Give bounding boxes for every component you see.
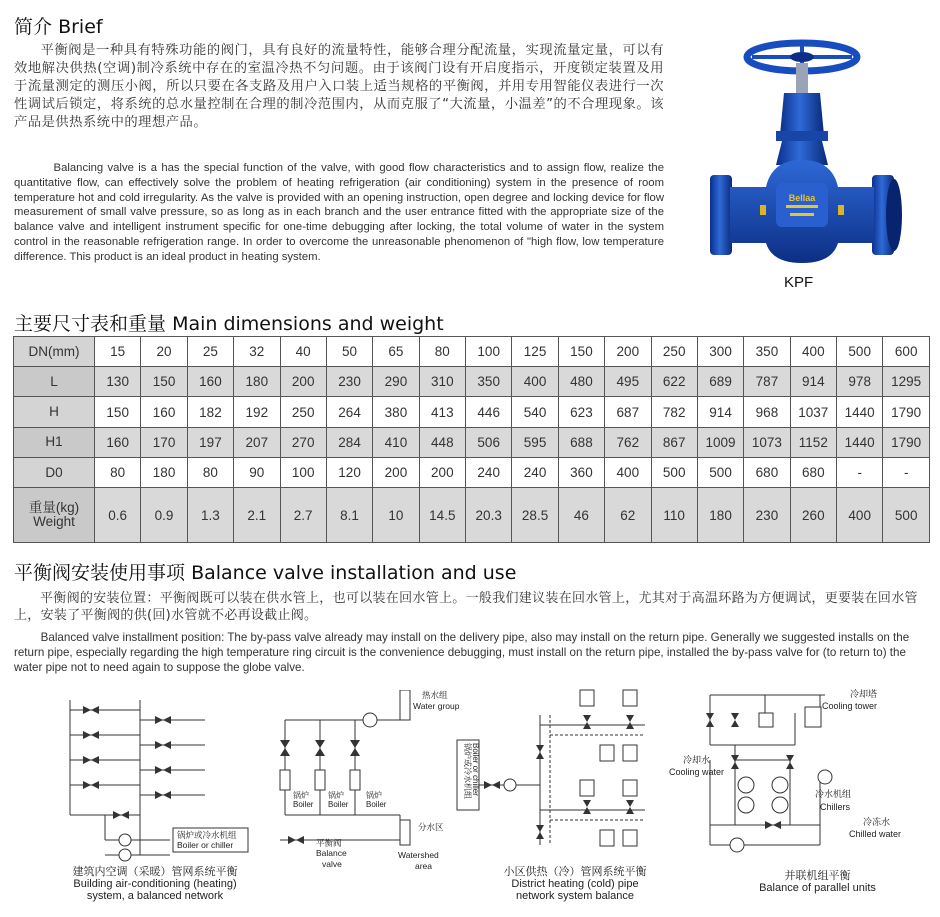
table-cell: 787 (744, 367, 790, 397)
table-cell: 680 (744, 457, 790, 487)
table-row-weight (14, 488, 930, 543)
table-cell: 10 (373, 488, 419, 543)
table-cell: 413 (419, 397, 465, 427)
table-cell: 0.6 (95, 488, 141, 543)
row-label: L (14, 367, 95, 397)
table-cell: 250 (280, 397, 326, 427)
d4-tower-cn: 冷却塔 (850, 689, 878, 699)
table-cell: 310 (419, 367, 465, 397)
table-cell: 360 (558, 457, 604, 487)
table-cell: 1295 (883, 367, 930, 397)
diagram3-caption (480, 866, 670, 902)
d3-caption-en2: network system balance (516, 890, 634, 902)
diagram1-caption (30, 866, 280, 902)
table-cell: 400 (512, 367, 558, 397)
table-row-h1 (14, 427, 930, 457)
table-cell: 914 (790, 367, 836, 397)
table-cell: 264 (326, 397, 372, 427)
d2-balance-cn: 平衡阀 (316, 838, 342, 848)
row-label: DN(mm) (14, 337, 95, 367)
product-code: KPF (784, 274, 814, 291)
table-cell: 290 (373, 367, 419, 397)
d4-tower-en: Cooling tower (822, 701, 878, 711)
table-cell: 270 (280, 427, 326, 457)
d2-area-cn: 分水区 (418, 822, 444, 832)
table-cell: 25 (187, 337, 233, 367)
table-cell: 14.5 (419, 488, 465, 543)
table-cell: 500 (883, 488, 930, 543)
table-cell: 62 (605, 488, 651, 543)
d2-balance-en2: valve (322, 859, 342, 869)
table-cell: 867 (651, 427, 697, 457)
table-cell: 400 (837, 488, 883, 543)
diagram-district-network (455, 685, 665, 860)
table-cell: 480 (558, 367, 604, 397)
valve-plate-text: Bellaa (788, 193, 816, 203)
d1-boiler-label-en: Boiler or chiller (177, 840, 234, 850)
table-cell: 595 (512, 427, 558, 457)
table-cell: 500 (651, 457, 697, 487)
dimensions-title-cn: 主要尺寸表和重量 (14, 313, 167, 335)
table-cell: 160 (141, 397, 187, 427)
table-cell: 170 (141, 427, 187, 457)
d1-caption-cn: 建筑内空调（采暖）管网系统平衡 (72, 866, 238, 878)
weight-label-cn: 重量(kg) (28, 500, 80, 516)
d4-cooling-cn: 冷却水 (683, 755, 711, 765)
table-cell: 446 (466, 397, 512, 427)
table-cell: 180 (141, 457, 187, 487)
dimensions-table (13, 336, 930, 543)
table-cell: 978 (837, 367, 883, 397)
d2-boiler-en-3: Boiler (366, 800, 387, 809)
table-cell: 1037 (790, 397, 836, 427)
table-cell: 100 (280, 457, 326, 487)
d2-boiler-cn-3: 锅炉 (366, 791, 382, 800)
diagram4-caption (730, 870, 905, 894)
d2-boiler-en-1: Boiler (293, 800, 314, 809)
dimensions-title-en: Main dimensions and weight (172, 313, 444, 335)
table-cell: 65 (373, 337, 419, 367)
d4-chilled-cn: 冷冻水 (863, 817, 891, 827)
table-cell: 968 (744, 397, 790, 427)
table-cell: 20 (141, 337, 187, 367)
table-cell: 90 (234, 457, 280, 487)
table-cell: 50 (326, 337, 372, 367)
installation-heading (14, 558, 516, 585)
diagram-building-network (45, 690, 260, 862)
table-cell: 80 (419, 337, 465, 367)
table-cell: 260 (790, 488, 836, 543)
table-cell: - (883, 457, 930, 487)
row-label: D0 (14, 457, 95, 487)
table-cell: 230 (326, 367, 372, 397)
table-cell: 200 (419, 457, 465, 487)
table-cell: 32 (234, 337, 280, 367)
table-cell: 622 (651, 367, 697, 397)
table-cell: 150 (95, 397, 141, 427)
d4-chilled-en: Chilled water (849, 829, 902, 839)
table-cell: 380 (373, 397, 419, 427)
brief-title-en: Brief (58, 16, 103, 38)
table-cell: 350 (744, 337, 790, 367)
table-cell: 495 (605, 367, 651, 397)
table-cell: 782 (651, 397, 697, 427)
table-cell: 448 (419, 427, 465, 457)
d4-cooling-en: Cooling water (669, 767, 725, 777)
d3-caption-en1: District heating (cold) pipe (511, 878, 639, 890)
table-cell: 120 (326, 457, 372, 487)
table-cell: 687 (605, 397, 651, 427)
table-cell: 1152 (790, 427, 836, 457)
table-cell: 1790 (883, 397, 930, 427)
installation-title-en: Balance valve installation and use (191, 562, 517, 584)
table-cell: 150 (558, 337, 604, 367)
table-cell: 160 (95, 427, 141, 457)
table-cell: 8.1 (326, 488, 372, 543)
table-cell: 300 (697, 337, 743, 367)
table-cell: 540 (512, 397, 558, 427)
dimensions-heading (14, 309, 444, 336)
table-cell: 350 (466, 367, 512, 397)
diagram-water-group (270, 690, 470, 875)
d1-boiler-label-cn: 锅炉或冷水机组 (177, 830, 237, 840)
table-cell: 914 (697, 397, 743, 427)
d4-caption-cn: 并联机组平衡 (784, 870, 851, 882)
table-cell: 1440 (837, 397, 883, 427)
installation-paragraph-en: Balanced valve installment position: The by-pass valve already may install on the delivery pipe, also may install on the return pipe. Generally we suggested installs on the return pipe, especially regarding the high temperature ring circuit is the convenience debugging, must install on the return pipe, installed the by-pass valve for (to return to) the water pipe not to need again to suppose the globe valve. (14, 631, 910, 674)
table-cell: 240 (466, 457, 512, 487)
d2-boiler-cn-1: 锅炉 (293, 791, 309, 800)
table-cell: 0.9 (141, 488, 187, 543)
table-cell: 688 (558, 427, 604, 457)
table-cell: 200 (605, 337, 651, 367)
table-cell: 150 (141, 367, 187, 397)
d3-side-en: Boiler or chiller (471, 743, 480, 796)
d3-caption-cn: 小区供热（冷）管网系统平衡 (503, 866, 647, 878)
table-cell: 410 (373, 427, 419, 457)
table-cell: 130 (95, 367, 141, 397)
table-cell: 400 (605, 457, 651, 487)
table-cell: 680 (790, 457, 836, 487)
table-cell: 40 (280, 337, 326, 367)
d4-chillers-en: Chillers (820, 802, 851, 812)
row-label-weight (14, 488, 95, 543)
table-row-h (14, 397, 930, 427)
d1-caption-en1: Building air-conditioning (heating) (73, 878, 237, 890)
table-cell: 125 (512, 337, 558, 367)
table-cell: 20.3 (466, 488, 512, 543)
brief-title-cn: 简介 (14, 16, 53, 38)
brief-paragraph-cn: 平衡阀是一种具有特殊功能的阀门，具有良好的流量特性，能够合理分配流量，实现流量定量，可以有效地解决供热(空调)制冷系统中存在的室温冷热不匀问题。由于该阀门设有开启度指示，开度锁定装置及用于流量测定的测压小阀，所以只要在各支路及用户入口装上适当规格的平衡阀，并用专用智能仪表进行一次性调试后锁定，将系统的总水量控制在合理的制冷范围内，从而克服了“大流量，小温差”的不合理现象。该产品是供热系统中的理想产品。 (14, 43, 664, 130)
d2-area-en1: Watershed (398, 850, 439, 860)
d3-side-cn: 锅炉或冷水机组 (463, 743, 472, 799)
d4-caption-en: Balance of parallel units (759, 882, 876, 894)
brief-paragraph-en: Balancing valve is a has the special function of the valve, with good flow characteristics and to assign flow, realize the quantitative flow, can effectively solve the problem of heating refrigeration (air conditioning) system in the presence of room temperature hot and cold irregularity. As the valve is provided with an opening instruction, open degree and locking device for flow measurement of small valve pressure, so as long as in each branch and the user entrance fitted with the appropriate size of the balance valve and intelligent instrument specific for one-time debugging after locking, the total volume of water in the system control in the reasonable refrigeration range. In order to overcome the unreasonable phenomenon of "high flow, low temperature difference. This product is an ideal product in heating system. (14, 162, 664, 263)
table-cell: 200 (373, 457, 419, 487)
balancing-valve-image (690, 15, 915, 270)
table-row-dn (14, 337, 930, 367)
table-cell: 623 (558, 397, 604, 427)
table-cell: 1073 (744, 427, 790, 457)
installation-paragraph-cn: 平衡阀的安装位置：平衡阀既可以装在供水管上，也可以装在回水管上。一般我们建议装在回水管上，尤其对于高温环路为方便调试，更要装在回水管上，安装了平衡阀的供(回)水管就不必再设截止阀。 (14, 591, 918, 623)
table-cell: 200 (280, 367, 326, 397)
row-label: H (14, 397, 95, 427)
table-cell: 1440 (837, 427, 883, 457)
table-cell: 182 (187, 397, 233, 427)
table-cell: 500 (697, 457, 743, 487)
table-cell: 110 (651, 488, 697, 543)
table-cell: 1009 (697, 427, 743, 457)
table-cell: 15 (95, 337, 141, 367)
table-row-l (14, 367, 930, 397)
d2-water-group-cn: 热水组 (422, 690, 448, 700)
table-cell: 207 (234, 427, 280, 457)
table-cell: 180 (697, 488, 743, 543)
table-cell: 2.7 (280, 488, 326, 543)
table-cell: 689 (697, 367, 743, 397)
installation-title-cn: 平衡阀安装使用事项 (14, 562, 186, 584)
d2-boiler-cn-2: 锅炉 (328, 791, 344, 800)
d2-boiler-en-2: Boiler (328, 800, 349, 809)
table-row-d0 (14, 457, 930, 487)
table-cell: 400 (790, 337, 836, 367)
table-cell: 80 (187, 457, 233, 487)
diagram-parallel-units (665, 685, 925, 865)
weight-label-en: Weight (33, 514, 75, 530)
brief-heading (14, 12, 103, 39)
table-cell: 506 (466, 427, 512, 457)
table-cell: 230 (744, 488, 790, 543)
d4-chillers-cn: 冷水机组 (815, 789, 852, 799)
table-cell: 1790 (883, 427, 930, 457)
table-cell: 500 (837, 337, 883, 367)
table-cell: 284 (326, 427, 372, 457)
table-cell: 100 (466, 337, 512, 367)
table-cell: 180 (234, 367, 280, 397)
table-cell: 762 (605, 427, 651, 457)
table-cell: - (837, 457, 883, 487)
table-cell: 600 (883, 337, 930, 367)
table-cell: 28.5 (512, 488, 558, 543)
table-cell: 197 (187, 427, 233, 457)
row-label: H1 (14, 427, 95, 457)
d2-area-en2: area (415, 861, 433, 871)
table-cell: 80 (95, 457, 141, 487)
d2-balance-en1: Balance (316, 848, 347, 858)
d1-caption-en2: system, a balanced network (86, 890, 224, 902)
table-cell: 240 (512, 457, 558, 487)
table-cell: 1.3 (187, 488, 233, 543)
table-cell: 160 (187, 367, 233, 397)
table-cell: 250 (651, 337, 697, 367)
table-cell: 192 (234, 397, 280, 427)
d2-water-group-en: Water group (413, 701, 460, 711)
table-cell: 2.1 (234, 488, 280, 543)
table-cell: 46 (558, 488, 604, 543)
